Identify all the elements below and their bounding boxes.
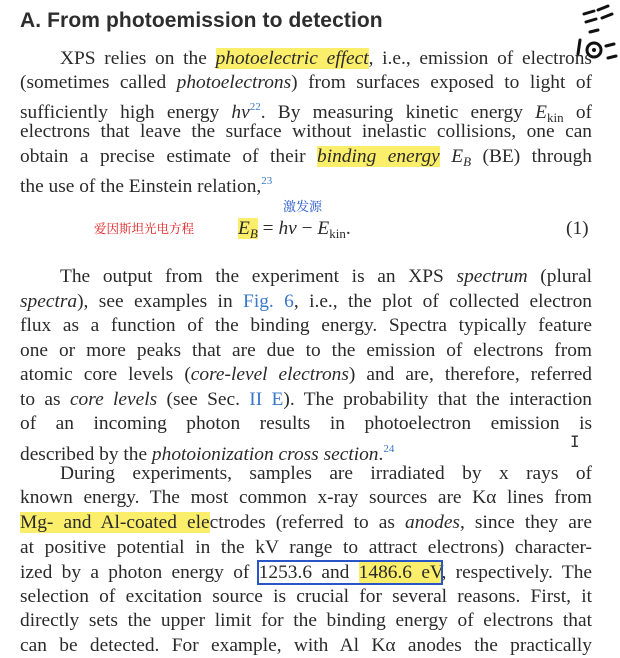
para2-line1: The output from the experiment is an XPS spectrum (plural (60, 266, 592, 287)
text-cursor-icon: I (570, 432, 580, 451)
equation-number: (1) (566, 218, 589, 239)
para3-line5: ized by a photon energy of 1253.6 and 1486.6 eV, respectively. The (20, 562, 592, 583)
para1-line1: XPS relies on the photoelectric effect, i.e., emission of electrons (60, 48, 592, 69)
para2-line2: spectra), see examples in Fig. 6, i.e., the plot of collected electron (20, 291, 592, 312)
mg-al-highlight: Mg- and Al-coated ele (20, 512, 210, 533)
para3-line1: During experiments, samples are irradiated by x rays of (60, 463, 592, 484)
para3-line2: known energy. The most common x-ray sources are Kα lines from (20, 487, 592, 508)
annotation-einstein-equation: 爱因斯坦光电方程 (94, 221, 195, 236)
para2-line3: flux as a function of the binding energy. Spectra typically feature (20, 315, 592, 336)
para3-line4: at positive potential in the kV range to attract electrons) character- (20, 537, 592, 558)
para3-line6: selection of excitation source is crucial for several reasons. First, it (20, 586, 592, 607)
para3-line7: directly sets the upper limit for the binding energy of electrons that (20, 610, 592, 631)
para1-line4: electrons that leave the surface without inelastic collisions, one can (20, 121, 592, 142)
photoelectric-effect-highlight: photoelectric effect (215, 48, 369, 69)
ref-22[interactable]: 22 (249, 101, 261, 113)
para2-line7: of an incoming photon results in photoelectron emission is (20, 413, 592, 434)
para3-line8: can be detected. For example, with Al Kα anodes the practically (20, 635, 592, 656)
para2-line5: atomic core levels (core-level electrons) and are, therefore, referred (20, 364, 592, 385)
binding-energy-highlight: binding energy (317, 146, 440, 167)
para1-line5: obtain a precise estimate of their binding energy $E_B$ (BE) through (20, 146, 592, 169)
photon-energy-box: 1253.6 and 1486.6 eV (258, 562, 442, 583)
ref-24[interactable]: 24 (383, 443, 395, 455)
section-link[interactable]: II E (249, 389, 284, 410)
einstein-equation: $E_B = h\nu - E_{kin}$. (238, 218, 351, 241)
para2-line6: to as core levels (see Sec. II E). The probability that the interaction (20, 389, 592, 410)
fig6-link[interactable]: Fig. 6 (243, 291, 294, 312)
para2-line4: one or more peaks that are due to the emission of electrons from (20, 340, 592, 361)
ref-23[interactable]: 23 (261, 175, 273, 187)
para1-line3: sufficiently high energy $h\nu^{22}$. By measuring kinetic energy $E_{kin}$ of (20, 101, 592, 125)
para3-line3: Mg- and Al-coated electrodes (referred to as anodes, since they are (20, 512, 592, 533)
annotation-excitation-source: 激发源 (283, 200, 323, 215)
para1-line6: the use of the Einstein relation,$^{23}$ (20, 175, 273, 197)
section-heading: A. From photoemission to detection (20, 9, 383, 32)
para2-line8: described by the photoionization cross section.$^{24}$ (20, 443, 395, 465)
para1-line2: (sometimes called photoelectrons) from surfaces exposed to light of (20, 72, 592, 93)
